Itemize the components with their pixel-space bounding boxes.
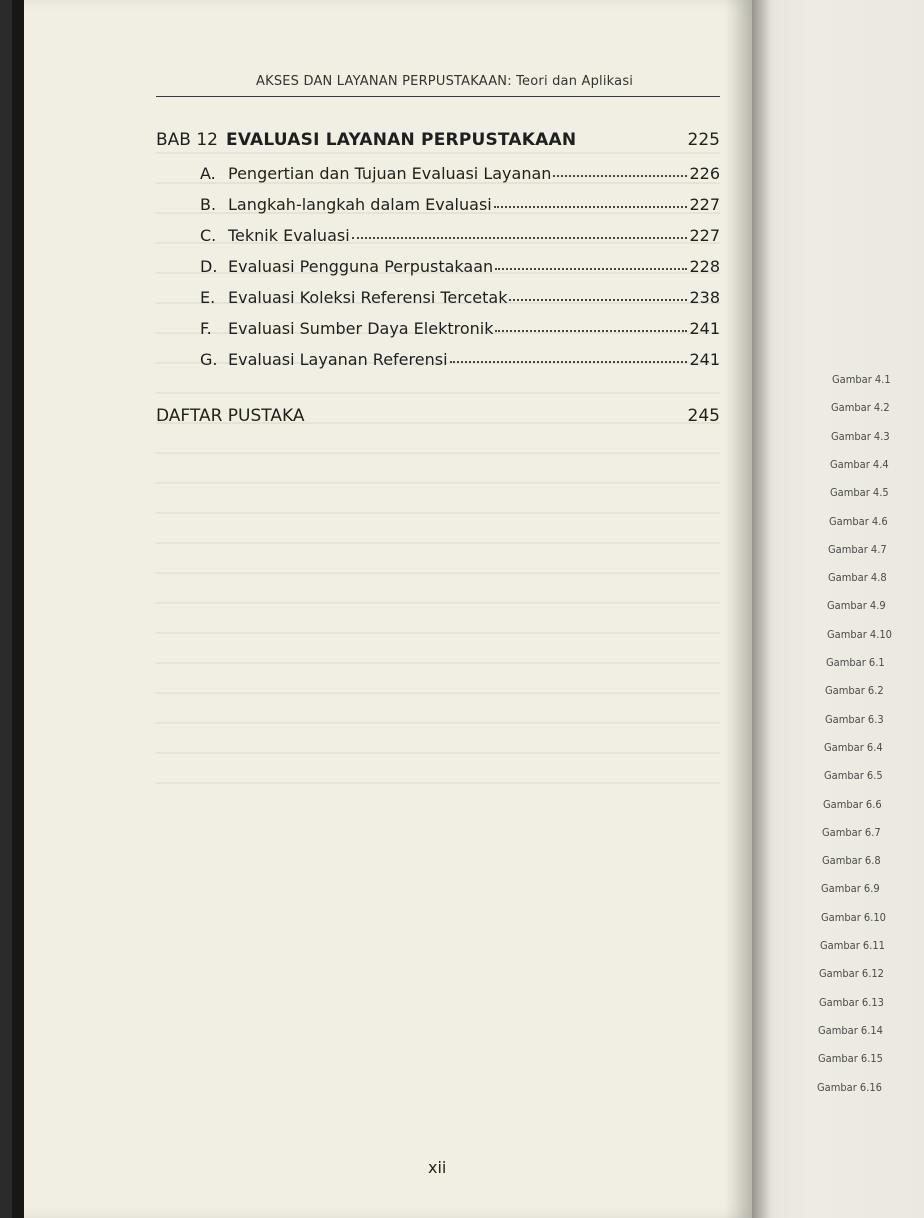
figure-list-item: Gambar 4.7 xyxy=(828,542,887,556)
entry-page: 241 xyxy=(689,350,720,369)
entry-page: 228 xyxy=(689,257,720,276)
figure-list-item: Gambar 6.1 xyxy=(826,656,885,669)
entry-page: 227 xyxy=(689,195,720,214)
figure-list-item: Gambar 6.11 xyxy=(820,939,885,952)
leader-dots xyxy=(450,349,688,363)
toc-entry xyxy=(156,319,720,343)
bibliography-page: 245 xyxy=(687,406,720,426)
running-header: AKSES DAN LAYANAN PERPUSTAKAAN: Teori dan Aplikasi xyxy=(256,74,634,89)
figure-list-item: Gambar 4.4 xyxy=(830,457,889,471)
entry-letter: C. xyxy=(200,226,217,245)
gutter-shadow xyxy=(724,0,774,1218)
chapter-heading xyxy=(156,130,720,158)
entry-text: Teknik Evaluasi xyxy=(228,226,350,245)
entry-page: 227 xyxy=(689,226,720,245)
leader-dots xyxy=(495,256,687,270)
page-number: xii xyxy=(428,1158,447,1177)
page-left-edge xyxy=(12,0,24,1218)
bibliography-heading xyxy=(156,406,720,434)
entry-text: Langkah-langkah dalam Evaluasi xyxy=(228,195,492,214)
entry-letter: G. xyxy=(200,350,218,369)
entry-text: Pengertian dan Tujuan Evaluasi Layanan xyxy=(228,164,552,183)
figure-list-item: Gambar 6.12 xyxy=(819,967,884,981)
figure-list-item: Gambar 6.10 xyxy=(821,910,886,924)
toc-entry xyxy=(156,288,720,312)
bibliography-title: DAFTAR PUSTAKA xyxy=(156,406,305,426)
figure-list-item: Gambar 6.9 xyxy=(821,882,880,896)
figure-list-item: Gambar 6.5 xyxy=(824,769,883,783)
figure-list-item: Gambar 6.8 xyxy=(822,854,881,868)
figure-list-item: Gambar 4.8 xyxy=(828,571,887,585)
toc-entry xyxy=(156,226,720,250)
entry-letter: E. xyxy=(200,288,216,307)
figure-list-item: Gambar 4.5 xyxy=(830,486,889,500)
figure-list-item: Gambar 4.2 xyxy=(831,401,890,415)
leader-dots xyxy=(509,287,687,301)
entry-text: Evaluasi Sumber Daya Elektronik xyxy=(228,319,494,338)
chapter-number: BAB 12 xyxy=(156,130,218,150)
figure-list-item: Gambar 6.4 xyxy=(824,740,883,754)
toc-entry xyxy=(156,350,720,374)
leader-dots xyxy=(553,163,687,177)
figure-list-item: Gambar 6.16 xyxy=(817,1080,882,1094)
toc-entry xyxy=(156,164,720,188)
entry-letter: A. xyxy=(200,164,216,183)
entry-letter: B. xyxy=(200,195,217,214)
figure-list-item: Gambar 6.2 xyxy=(825,684,884,698)
header-rule xyxy=(156,96,720,97)
figure-list-item: Gambar 4.9 xyxy=(827,599,886,613)
chapter-title: EVALUASI LAYANAN PERPUSTAKAAN xyxy=(226,130,577,150)
leader-dots xyxy=(352,225,688,239)
figure-list-item: Gambar 6.7 xyxy=(822,825,881,839)
entry-letter: D. xyxy=(200,257,218,276)
entry-page: 226 xyxy=(689,164,720,183)
entry-text: Evaluasi Layanan Referensi xyxy=(228,350,448,369)
leader-dots xyxy=(495,318,687,332)
entry-page: 241 xyxy=(689,319,720,338)
chapter-page: 225 xyxy=(687,130,720,150)
entry-page: 238 xyxy=(689,288,720,307)
figure-list-item: Gambar 6.14 xyxy=(818,1023,883,1037)
entry-text: Evaluasi Pengguna Perpustakaan xyxy=(228,257,494,276)
figure-list-item: Gambar 4.6 xyxy=(829,514,888,528)
entry-text: Evaluasi Koleksi Referensi Tercetak xyxy=(228,288,508,307)
toc-entry xyxy=(156,195,720,219)
figure-list-item: Gambar 6.3 xyxy=(825,712,884,726)
figure-list-item: Gambar 6.6 xyxy=(823,797,882,811)
toc-entry xyxy=(156,257,720,281)
figure-list-item: Gambar 6.15 xyxy=(818,1052,883,1066)
leader-dots xyxy=(494,194,688,208)
figure-list-item: Gambar 6.13 xyxy=(819,995,884,1009)
entry-letter: F. xyxy=(200,319,212,338)
figure-list-item: Gambar 4.1 xyxy=(832,373,891,386)
figure-list-item: Gambar 4.10 xyxy=(827,627,892,641)
figure-list-item: Gambar 4.3 xyxy=(831,429,890,443)
